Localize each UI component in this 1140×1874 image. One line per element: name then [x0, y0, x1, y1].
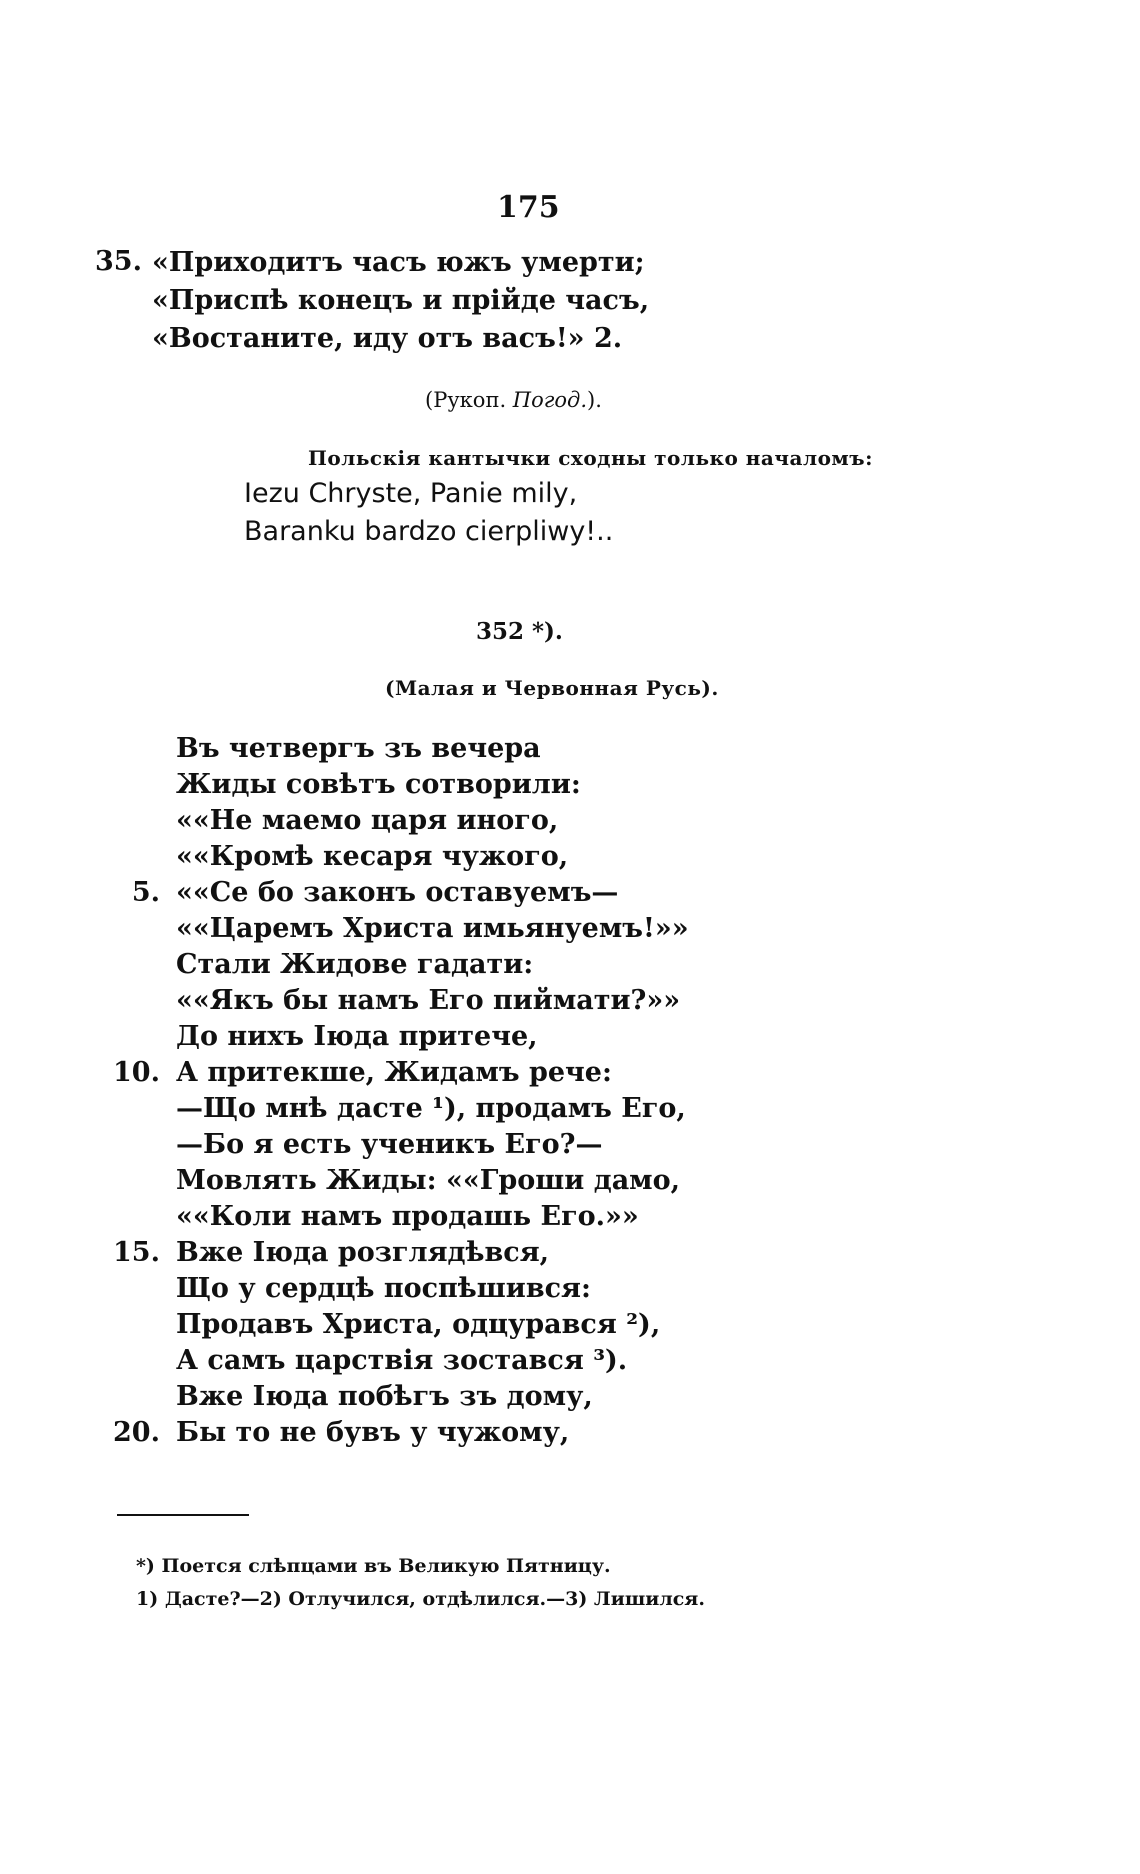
line-number: 20. [113, 1417, 160, 1448]
verse-line: Стали Жидове гадати: [176, 949, 534, 980]
footnote: 1) Дасте?—2) Отлучился, отдѣлился.—3) Лишился. [136, 1588, 705, 1610]
verse-line: —Що мнѣ дасте ¹), продамъ Его, [176, 1093, 686, 1124]
polish-line: Iezu Chryste, Panie mily, [244, 478, 578, 509]
source-suffix: ). [587, 388, 602, 412]
verse-line: «Востаните, иду отъ васъ!» 2. [152, 323, 623, 354]
verse-line: «Приспѣ конецъ и прiйде часъ, [152, 285, 650, 316]
polish-line: Baranku bardzo cierpliwy!.. [244, 516, 614, 547]
source-italic: Погод. [512, 388, 587, 412]
verse-line: До нихъ Iюда притече, [176, 1021, 538, 1052]
verse-line: Жиды совѣтъ сотворили: [176, 769, 581, 800]
verse-line: А притекше, Жидамъ рече: [176, 1057, 612, 1088]
verse-line: Вже Iюда побѣгъ зъ дому, [176, 1381, 593, 1412]
source-prefix: (Рукоп. [425, 388, 513, 412]
page-number: 175 [497, 190, 560, 225]
verse-line: ««Се бо законъ оставуемъ— [176, 877, 619, 908]
verse-line: ««Коли намъ продашь Его.»» [176, 1201, 639, 1232]
verse-line: Бы то не бувъ у чужому, [176, 1417, 570, 1448]
footnote-divider [117, 1514, 249, 1516]
verse-line: Що у сердцѣ поспѣшився: [176, 1273, 591, 1304]
verse-line: «Приходитъ часъ южъ умерти; [152, 247, 645, 278]
line-number: 35. [95, 246, 142, 277]
song-number: 352 *). [476, 618, 563, 645]
line-number: 5. [131, 877, 160, 908]
verse-line: Продавъ Христа, одцурався ²), [176, 1309, 661, 1340]
verse-line: Въ четвергъ зъ вечера [176, 733, 541, 764]
verse-line: Вже Iюда розглядѣвся, [176, 1237, 550, 1268]
verse-line: ««Якъ бы намъ Его пиймати?»» [176, 985, 681, 1016]
verse-line: ««Не маемо царя иного, [176, 805, 559, 836]
polish-intro: Польскiя кантычки сходны только началомъ: [308, 446, 874, 470]
verse-line: ««Кромѣ кесаря чужого, [176, 841, 569, 872]
verse-line: Мовлять Жиды: ««Гроши дамо, [176, 1165, 681, 1196]
region-label: (Малая и Червонная Русь). [385, 676, 719, 700]
footnote: *) Поется слѣпцами въ Великую Пятницу. [136, 1555, 611, 1577]
verse-line: ««Царемъ Христа имьянуемъ!»» [176, 913, 689, 944]
source-note [425, 388, 602, 412]
verse-line: —Бо я есть ученикъ Его?— [176, 1129, 603, 1160]
line-number: 15. [113, 1237, 160, 1268]
verse-line: А самъ царствiя зостався ³). [176, 1345, 628, 1376]
line-number: 10. [113, 1057, 160, 1088]
